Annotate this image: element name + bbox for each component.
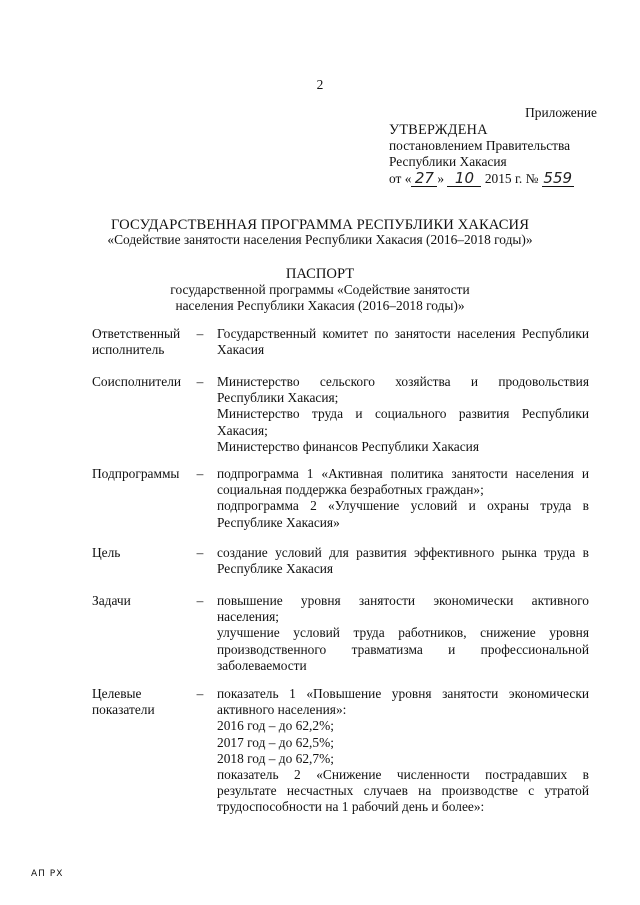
row-label-co-executors: Соисполнители: [92, 374, 182, 389]
page-number: 2: [316, 77, 324, 92]
row-paragraph: подпрограмма 1 «Активная политика занятости населения и социальная поддержка безработных граждан»;: [217, 466, 589, 498]
row-paragraph: подпрограмма 2 «Улучшение условий и охраны труда в Республике Хакасия»: [217, 498, 589, 530]
row-dash: –: [196, 374, 204, 389]
program-subtitle: «Содействие занятости населения Республики Хакасия (2016–2018 годы)»: [107, 232, 533, 247]
program-title: ГОСУДАРСТВЕННАЯ ПРОГРАММА РЕСПУБЛИКИ ХАКАСИЯ: [110, 217, 530, 233]
row-paragraph: Министерство сельского хозяйства и продовольствия Республики Хакасия;: [217, 374, 589, 406]
passport-title: ПАСПОРТ: [285, 266, 355, 282]
row-label-subprograms: Подпрограммы: [92, 466, 180, 481]
row-body-co-executors: [217, 374, 589, 455]
row-body-target-indicators: [217, 686, 589, 816]
appendix-label: Приложение: [525, 105, 597, 120]
row-body-goal: [217, 545, 589, 577]
row-paragraph: Министерство труда и социального развития Республики Хакасия;: [217, 406, 589, 438]
passport-subtitle-1: государственной программы «Содействие занятости: [170, 282, 470, 297]
row-dash: –: [196, 593, 204, 608]
row-label-tasks: Задачи: [92, 593, 131, 608]
quote-close: »: [437, 170, 448, 186]
row-dash: –: [196, 326, 204, 341]
row-dash: –: [196, 686, 204, 701]
passport-subtitle-2: населения Республики Хакасия (2016–2018 годы)»: [175, 298, 465, 313]
approval-line-2: Республики Хакасия: [389, 154, 507, 170]
approval-line-1: постановлением Правительства: [389, 138, 571, 154]
row-paragraph: повышение уровня занятости экономически активного населения;: [217, 593, 589, 625]
row-dash: –: [196, 466, 204, 481]
row-label-responsible: Ответственный исполнитель: [92, 326, 181, 357]
row-paragraph: улучшение условий труда работников, снижение уровня производственного травматизма и профессиональной заболеваемости: [217, 625, 589, 673]
handwritten-month: 10: [447, 171, 481, 187]
date-prefix: от «: [389, 170, 412, 186]
footer-stamp: АП РХ: [31, 869, 64, 879]
row-paragraph: показатель 1 «Повышение уровня занятости экономически активного населения»:: [217, 686, 589, 718]
row-paragraph: показатель 2 «Снижение численности пострадавших в результате несчастных случаев на производстве с утратой трудоспособности на 1 рабочий день и более»:: [217, 767, 589, 815]
row-body-tasks: [217, 593, 589, 674]
row-body-subprograms: [217, 466, 589, 531]
row-paragraph: создание условий для развития эффективного рынка труда в Республике Хакасия: [217, 545, 589, 577]
row-label-target-indicators: Целевые показатели: [92, 686, 155, 717]
year-text: 2015 г. №: [481, 170, 542, 186]
row-body-responsible: [217, 326, 589, 358]
row-paragraph: Государственный комитет по занятости населения Республики Хакасия: [217, 326, 589, 358]
approval-title: УТВЕРЖДЕНА: [389, 122, 488, 138]
approval-block: [389, 122, 574, 187]
row-paragraph: 2016 год – до 62,2%;: [217, 718, 334, 734]
row-label-goal: Цель: [92, 545, 121, 560]
handwritten-number: 559: [543, 168, 573, 187]
row-paragraph: 2017 год – до 62,5%;: [217, 734, 334, 750]
row-paragraph: 2018 год – до 62,7%;: [217, 750, 334, 766]
handwritten-day: 27: [411, 171, 437, 187]
row-paragraph: Министерство финансов Республики Хакасия: [217, 438, 479, 454]
approval-date-line: [389, 168, 574, 187]
row-dash: –: [196, 545, 204, 560]
